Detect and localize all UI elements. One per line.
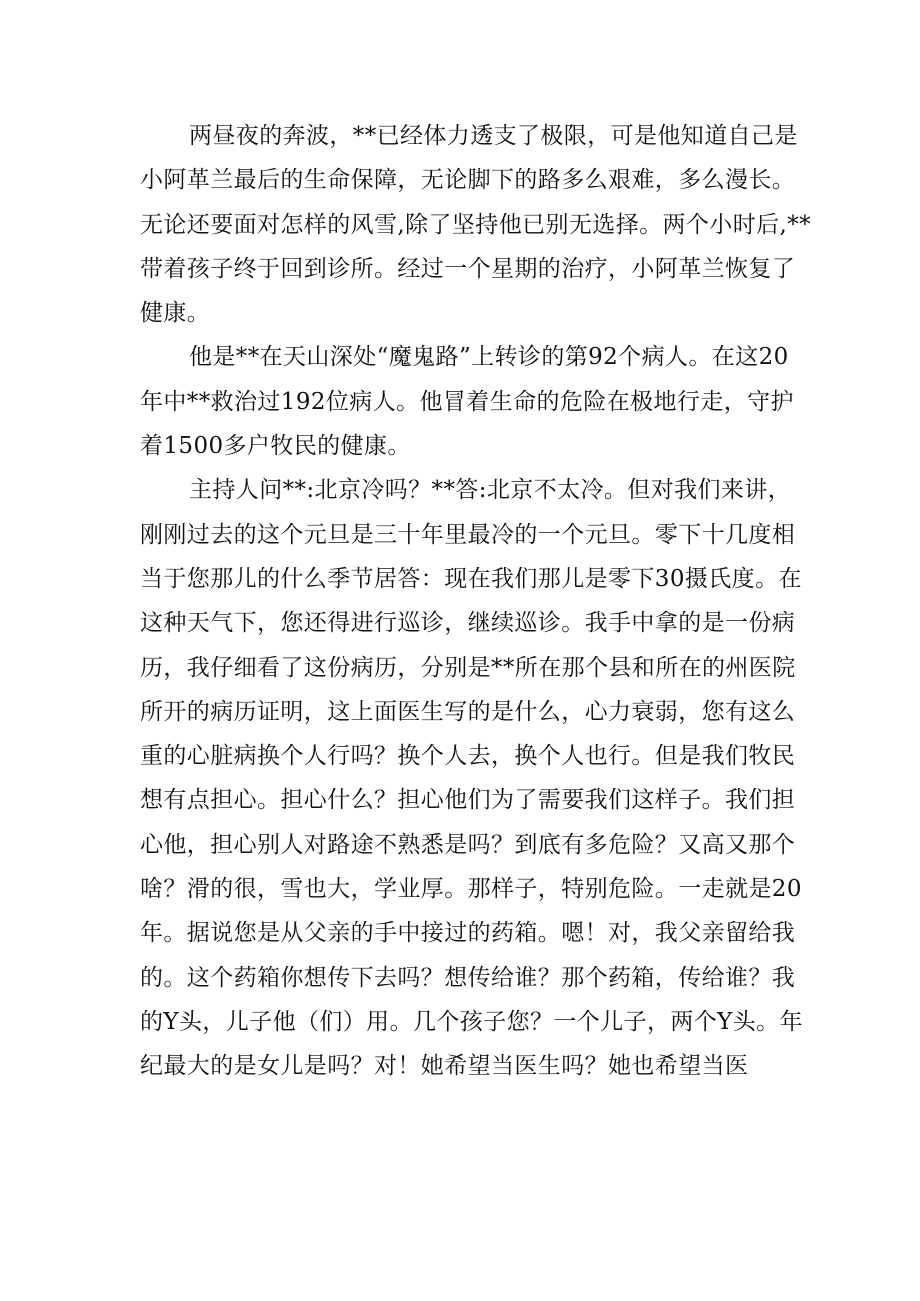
paragraph-interview: 主持人问**:北京冷吗？**答:北京不太冷。但对我们来讲，刚刚过去的这个元旦是三十年里最冷的一个元旦。零下十几度相当于您那儿的什么季节居答：现在我们那儿是零下30摄氏度。在这种天气下，您还得进行巡诊，继续巡诊。我手中拿的是一份病历，我仔细看了这份病历，分别是**所在那个县和所在的州医院所开的病历证明，这上面医生写的是什么，心力衰弱，您有这么重的心脏病换个人行吗？换个人去，换个人也行。但是我们牧民想有点担心。担心什么？担心他们为了需要我们这样子。我们担心他，担心别人对路途不熟悉是吗？到底有多危险？又高又那个啥？滑的很，雪也大，学业厚。那样子，特别危险。一走就是20年。据说您是从父亲的手中接过的药箱。嗯！对，我父亲留给我的。这个药箱你想传下去吗？想传给谁？那个药箱，传给谁？我的Y头，儿子他（们）用。几个孩子您？一个儿子，两个Y头。年纪最大的是女儿是吗？对！她希望当医生吗？她也希望当医	[140, 477, 803, 1080]
paragraph-patient-count: 他是**在天山深处“魔鬼路”上转诊的第92个病人。在这20年中**救治过192位病人。他冒着生命的危险在极地行走，守护着1500多户牧民的健康。	[140, 344, 794, 460]
paragraph-journey: 两昼夜的奔波，**已经体力透支了极限，可是他知道自己是小阿革兰最后的生命保障，无论脚下的路多么艰难，多么漫长。无论还要面对怎样的风雪,除了坚持他已别无选择。两个小时后,**带着孩子终于回到诊所。经过一个星期的治疗，小阿革兰恢复了健康。	[140, 123, 812, 327]
body-text	[140, 114, 812, 1089]
